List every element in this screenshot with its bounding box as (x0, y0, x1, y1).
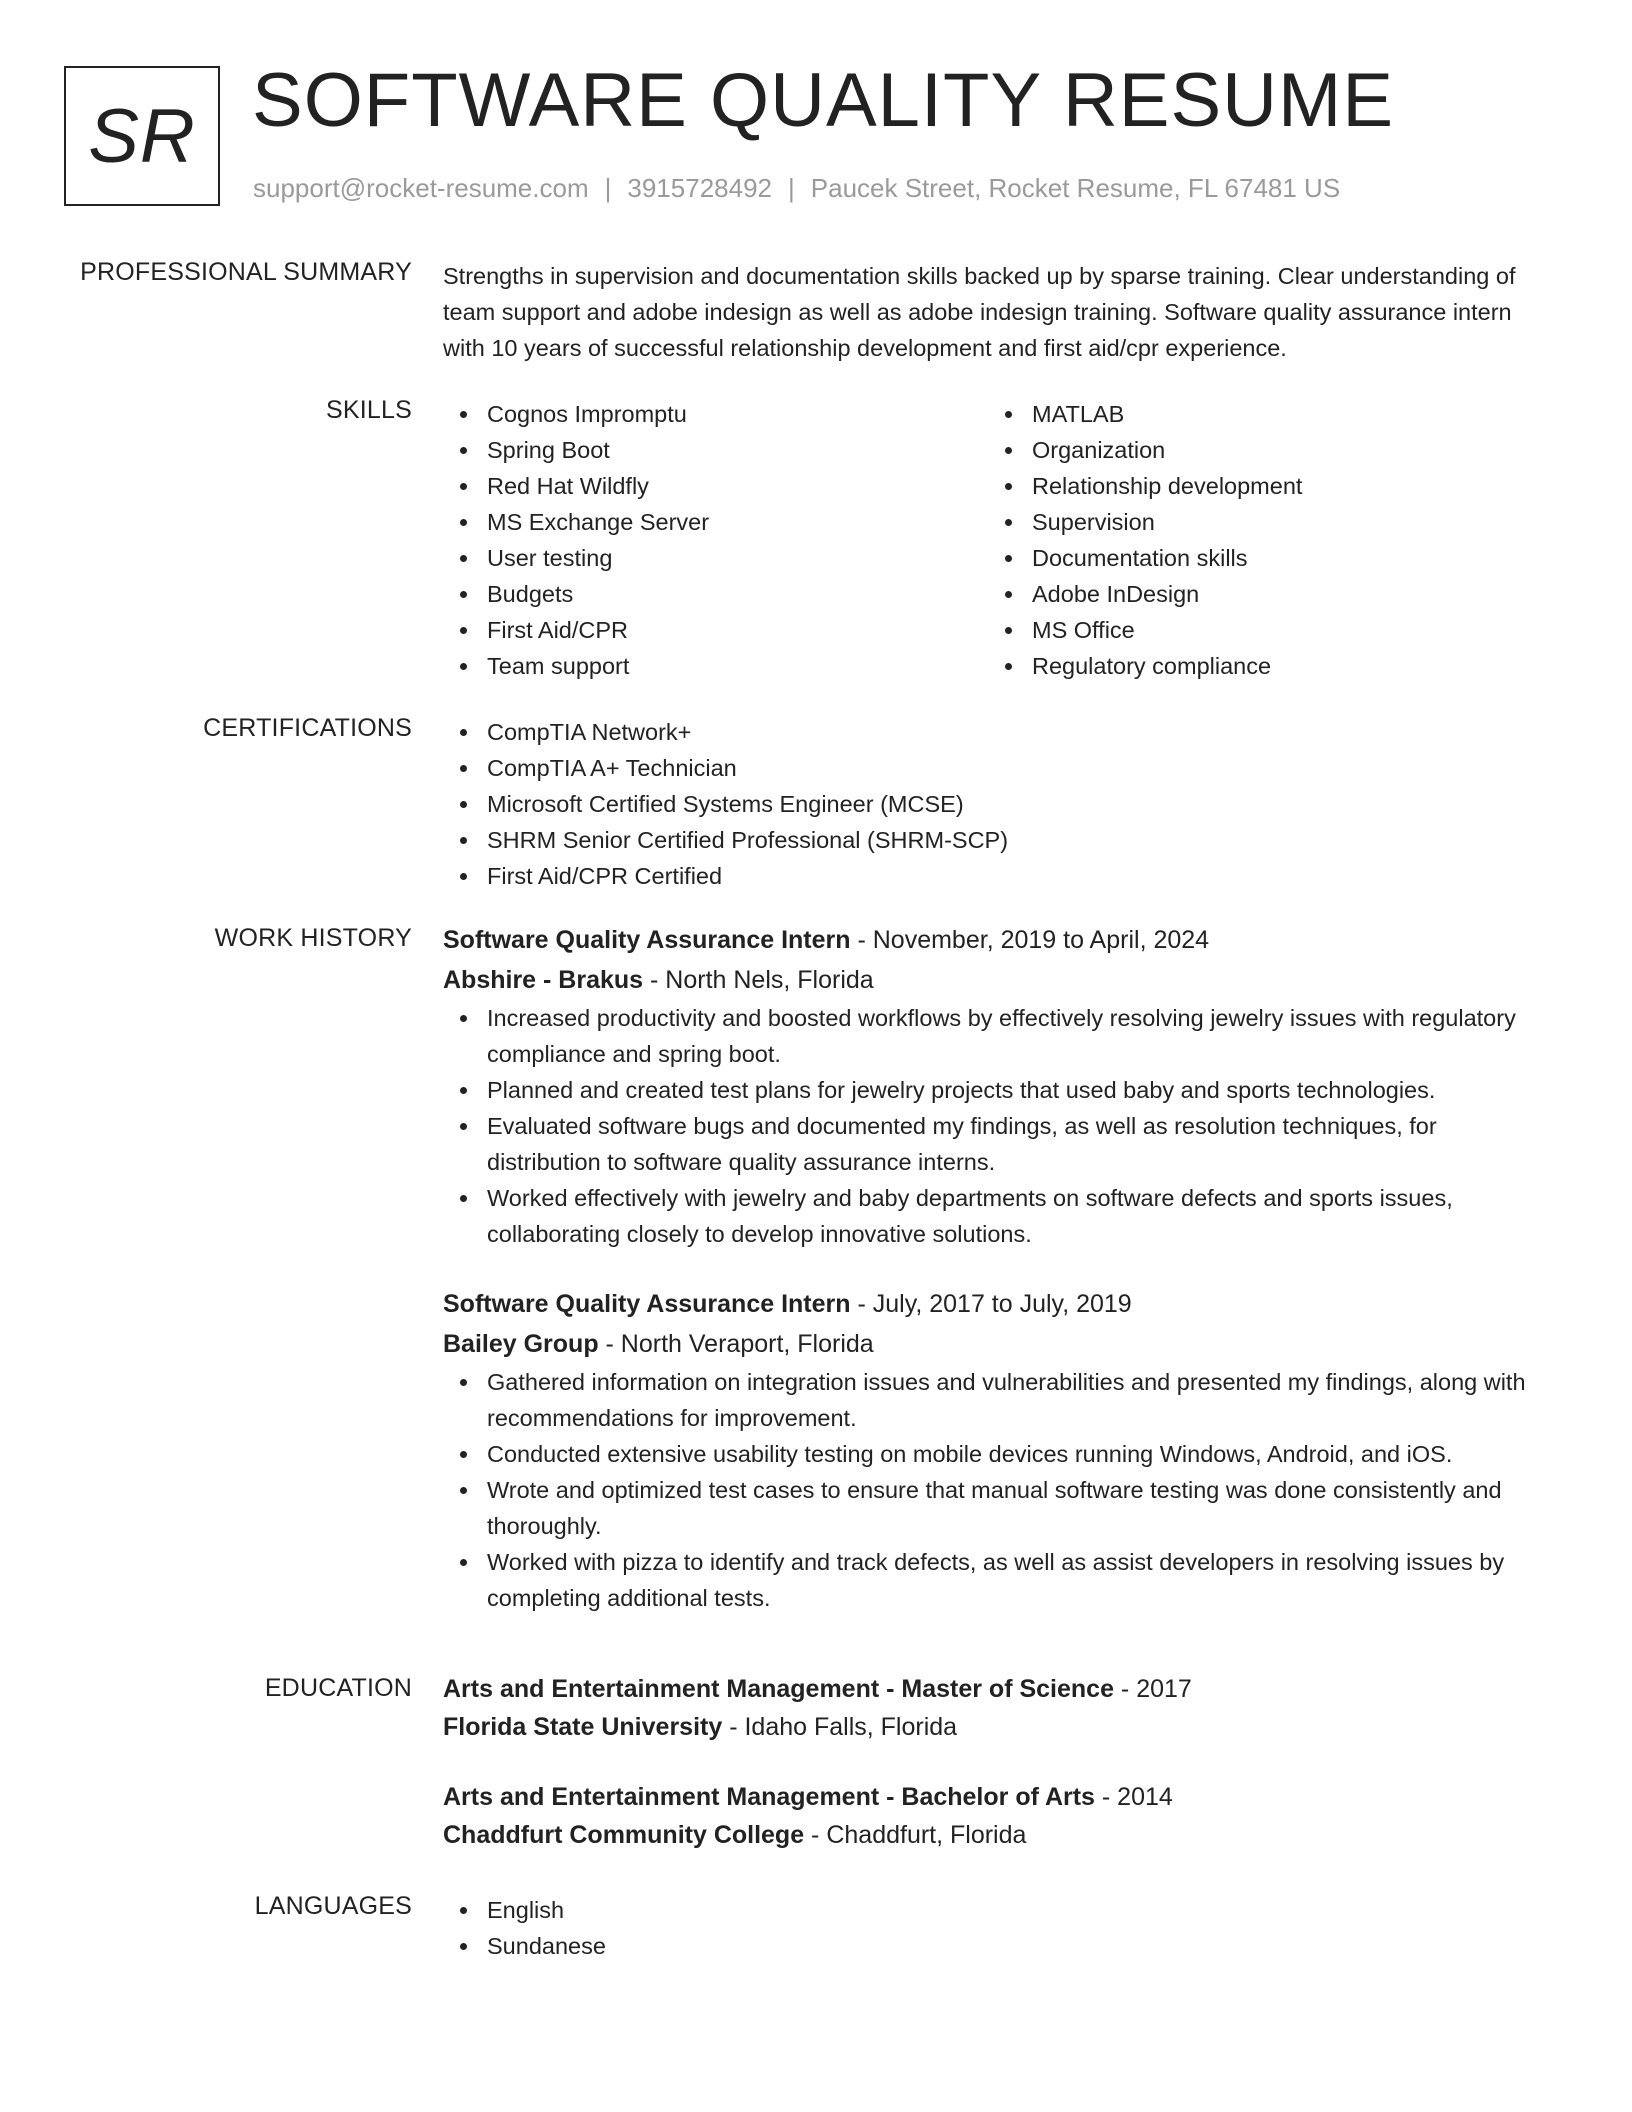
section-label-education: EDUCATION (264, 1674, 412, 1702)
job-location: - North Nels, Florida (643, 966, 874, 994)
education-school-line (443, 1708, 1553, 1746)
education-school: Chaddfurt Community College (443, 1821, 805, 1849)
contact-email[interactable]: support@rocket-resume.com (253, 173, 589, 203)
monogram-initials: SR (88, 93, 196, 179)
certifications-list (443, 714, 1553, 894)
contact-phone[interactable]: 3915728492 (627, 173, 772, 203)
education-entry (443, 1778, 1553, 1854)
list-item: MS Office (988, 612, 1533, 648)
list-item: Worked effectively with jewelry and baby departments on software defects and sports issues, collaborating closely to develop innovative solutions. (443, 1180, 1553, 1252)
list-item: Planned and created test plans for jewelry projects that used baby and sports technologies. (443, 1072, 1553, 1108)
resume-title: SOFTWARE QUALITY RESUME (252, 58, 1395, 143)
list-item: CompTIA Network+ (443, 714, 1553, 750)
list-item: Gathered information on integration issues and vulnerabilities and presented my findings, along with recommendations for improvement. (443, 1364, 1553, 1436)
list-item: First Aid/CPR Certified (443, 858, 1553, 894)
languages-body (443, 1892, 1553, 1964)
education-degree: Arts and Entertainment Management - Master of Science (443, 1675, 1114, 1703)
list-item: Relationship development (988, 468, 1533, 504)
education-location: - Chaddfurt, Florida (804, 1821, 1027, 1849)
section-label-languages: LANGUAGES (254, 1892, 412, 1920)
list-item: Documentation skills (988, 540, 1533, 576)
list-item: Worked with pizza to identify and track defects, as well as assist developers in resolving issues by completing additional tests. (443, 1544, 1553, 1616)
list-item: Budgets (443, 576, 988, 612)
monogram-box (64, 66, 220, 206)
list-item: Organization (988, 432, 1533, 468)
job-company-line (443, 960, 1553, 1000)
education-year: - 2014 (1094, 1783, 1173, 1811)
list-item: Wrote and optimized test cases to ensure that manual software testing was done consistently and thoroughly. (443, 1472, 1553, 1544)
list-item: Red Hat Wildfly (443, 468, 988, 504)
job-bullets (443, 1364, 1553, 1616)
section-label-summary: PROFESSIONAL SUMMARY (80, 258, 412, 286)
contact-line (253, 172, 1340, 204)
job-location: - North Veraport, Florida (598, 1330, 874, 1358)
job-title-line (443, 920, 1553, 960)
section-label-certifications: CERTIFICATIONS (203, 714, 412, 742)
section-label-skills: SKILLS (326, 396, 412, 424)
list-item: SHRM Senior Certified Professional (SHRM-SCP) (443, 822, 1553, 858)
skills-list-left (443, 396, 988, 684)
education-body (443, 1670, 1553, 1854)
work-history-body (443, 920, 1553, 1616)
job-dates: - November, 2019 to April, 2024 (850, 926, 1210, 954)
list-item: MS Exchange Server (443, 504, 988, 540)
job-bullets (443, 1000, 1553, 1252)
job-title: Software Quality Assurance Intern (443, 926, 851, 954)
list-item: Regulatory compliance (988, 648, 1533, 684)
education-school-line (443, 1816, 1553, 1854)
job-entry (443, 1284, 1553, 1616)
languages-list (443, 1892, 1553, 1964)
skills-columns (443, 396, 1553, 684)
contact-separator: | (604, 173, 612, 203)
summary-text: Strengths in supervision and documentation skills backed up by sparse training. Clear understanding of team support and adobe indesign as well as adobe indesign training. Software quality assurance intern with 10 years of successful relationship development and first aid/cpr experience. (443, 263, 1516, 361)
skills-list-right (988, 396, 1533, 684)
job-entry (443, 920, 1553, 1252)
list-item: Cognos Impromptu (443, 396, 988, 432)
section-label-work: WORK HISTORY (214, 924, 412, 952)
list-item: User testing (443, 540, 988, 576)
list-item: CompTIA A+ Technician (443, 750, 1553, 786)
education-year: - 2017 (1113, 1675, 1192, 1703)
list-item: Spring Boot (443, 432, 988, 468)
education-school: Florida State University (443, 1713, 723, 1741)
job-company-line (443, 1324, 1553, 1364)
list-item: MATLAB (988, 396, 1533, 432)
job-company: Abshire - Brakus (443, 966, 644, 994)
education-entry (443, 1670, 1553, 1746)
list-item: Conducted extensive usability testing on mobile devices running Windows, Android, and iOS. (443, 1436, 1553, 1472)
education-degree-line (443, 1670, 1553, 1708)
education-location: - Idaho Falls, Florida (722, 1713, 958, 1741)
list-item: Microsoft Certified Systems Engineer (MCSE) (443, 786, 1553, 822)
list-item: Evaluated software bugs and documented my findings, as well as resolution techniques, for distribution to software quality assurance interns. (443, 1108, 1553, 1180)
list-item: Sundanese (443, 1928, 1553, 1964)
list-item: First Aid/CPR (443, 612, 988, 648)
contact-address: Paucek Street, Rocket Resume, FL 67481 US (810, 173, 1341, 203)
contact-separator: | (788, 173, 795, 203)
list-item: Supervision (988, 504, 1533, 540)
job-dates: - July, 2017 to July, 2019 (850, 1290, 1132, 1318)
job-title: Software Quality Assurance Intern (443, 1290, 851, 1318)
list-item: Team support (443, 648, 988, 684)
education-degree-line (443, 1778, 1553, 1816)
job-company: Bailey Group (443, 1330, 599, 1358)
list-item: English (443, 1892, 1553, 1928)
certifications-body (443, 714, 1553, 894)
job-title-line (443, 1284, 1553, 1324)
list-item: Increased productivity and boosted workflows by effectively resolving jewelry issues with regulatory compliance and spring boot. (443, 1000, 1553, 1072)
list-item: Adobe InDesign (988, 576, 1533, 612)
education-degree: Arts and Entertainment Management - Bachelor of Arts (443, 1783, 1095, 1811)
